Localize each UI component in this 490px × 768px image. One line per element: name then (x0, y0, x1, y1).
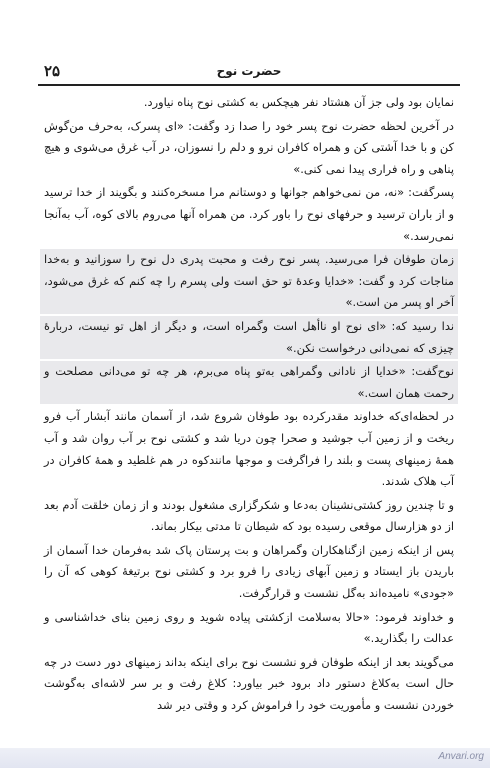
bottom-bar (0, 748, 490, 768)
paragraph: پس از اینکه زمین ازگناهکاران وگمراهان و بت‌ پرستان پاک شد به‌فرمان خدا آسمان از باریدن باز ایستاد و زمین آبهای زیادی را فرو برد و کشتی نوح برتیغهٔ کوهی که آن را «جودی» نامیده‌اند به‌گل نشست و قرارگرفت. (44, 542, 454, 601)
running-title: حضرت نوح (216, 64, 282, 78)
paragraph: ندا رسید که: «ای نوح او ناأهل است وگمراه است، و دیگر از اهل تو نیست، دربارهٔ چیزی که نمی‌دانی درخواست نکن.» (40, 316, 458, 359)
paragraph: پسرگفت: «نه، من نمی‌خواهم جوانها و دوستانم مرا مسخره‌کنند و بگویند از خدا ترسید و از باران ترسید و حرفهای نوح را باور کرد. من همراه آنها می‌روم بالای کوه، آب به‌آنجا نمی‌رسد.» (44, 185, 454, 243)
paragraph: و تا چندین روز کشتی‌نشینان به‌دعا و شکرگزاری مشغول بودند و از زمان خلقت آدم بعد از دو هزارسال موقعی رسیده بود که شیطان تا مدتی بیکار بماند. (44, 497, 454, 534)
paragraph: می‌گویند بعد از اینکه طوفان فرو نشست نوح برای اینکه بداند زمینهای دور دست در چه حال است به‌کلاغ دستور داد برود خبر بیاورد: کلاغ رفت و بر سر لاشه‌ای به‌گوشت خوردن نشست و مأموریت خود را فراموش کرد و وقتی دیر شد (44, 654, 454, 713)
body-text (40, 92, 458, 728)
paragraph: نمایان بود ولی جز آن هشتاد نفر هیچکس به کشتی نوح پناه نیاورد. (143, 95, 454, 109)
paragraph: در آخرین لحظه حضرت نوح پسر خود را صدا زد وگفت: «ای پسرک، به‌حرف من‌گوش کن و با خدا آشتی کن و همراه کافران نرو و دلم را نسوزان، در آب غرق می‌شوی و هیچ پناهی و راه فراری پیدا نمی کنی.» (44, 118, 454, 176)
paragraph: زمان طوفان فرا می‌رسید. پسر نوح رفت و محبت پدری دل نوح را سوزانید و به‌خدا مناجات کرد و گفت: «خدایا وعدهٔ تو حق است ولی پسرم را چه کنم که غرق می‌شود، آخر او پسر من است.» (40, 249, 458, 314)
page-number: ۲۵ (44, 62, 61, 80)
header-rule (38, 84, 460, 86)
watermark: Anvari.org (438, 751, 484, 762)
paragraph: و خداوند فرمود: «حالا به‌سلامت ازکشتی پیاده شوید و روی زمین بنای خداشناسی و عدالت را بگذارید.» (44, 609, 454, 646)
paragraph: نوح‌گفت: «خدایا از نادانی وگمراهی به‌تو پناه می‌برم، هر چه تو می‌دانی مصلحت و رحمت همان است.» (40, 361, 458, 404)
page-header (38, 58, 460, 84)
paragraph: در لحظه‌ای‌که خداوند مقدرکرده بود طوفان شروع شد، از آسمان مانند آبشار آب فرو ریخت و از زمین آب جوشید و صحرا چون دریا شد و کشتی نوح بر آب روان شد و آب همهٔ زمینهای پست و بلند را فراگرفت و موجها مانندکوه در هم غلطید و همهٔ کافران در آب هلاک شدند. (44, 409, 454, 489)
